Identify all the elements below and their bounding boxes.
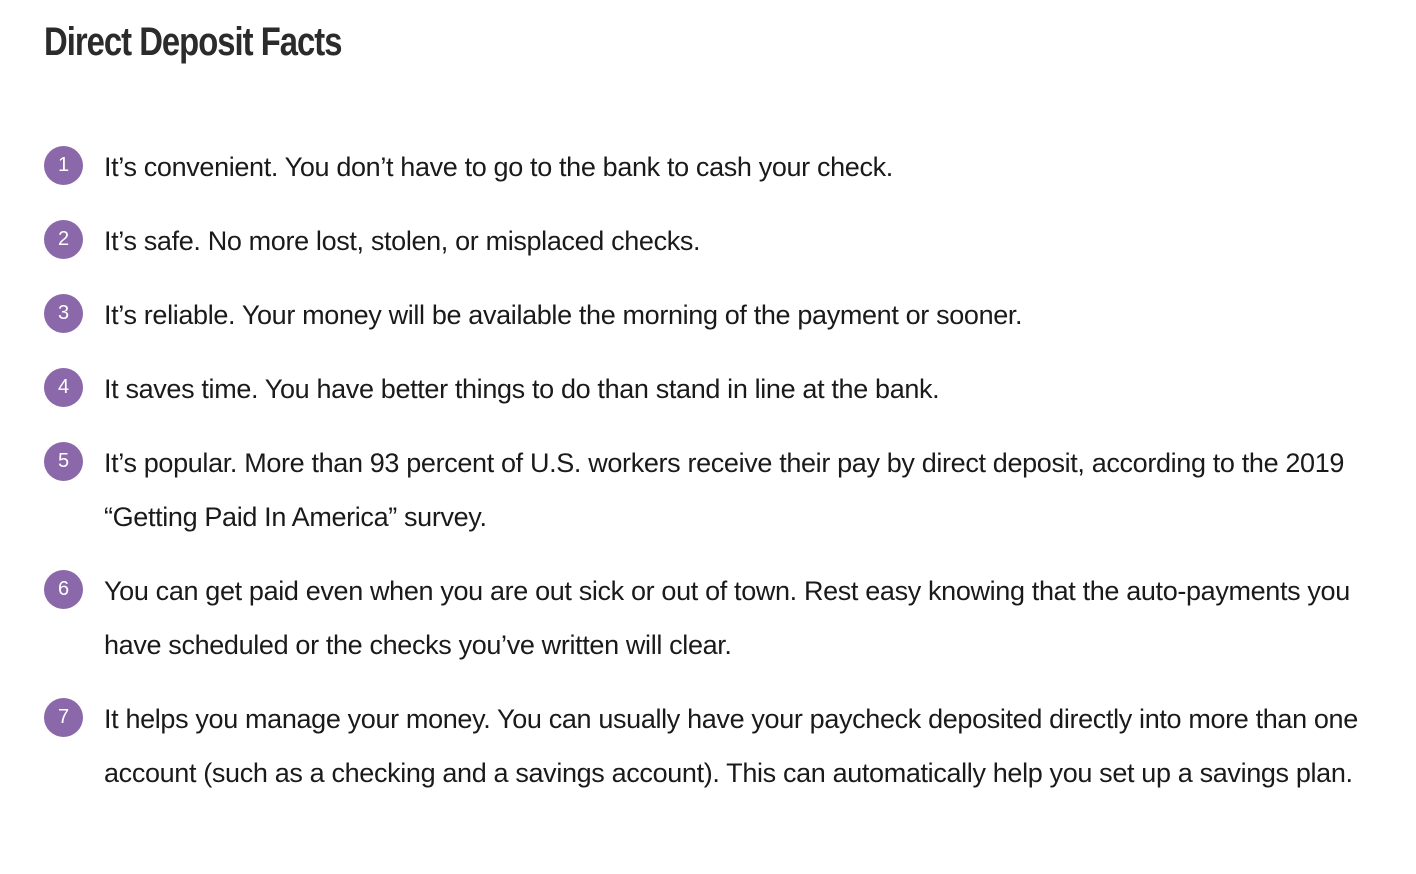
fact-text: It’s reliable. Your money will be available the morning of the payment or sooner. bbox=[104, 300, 1023, 330]
list-item-fact-5 bbox=[44, 436, 1404, 544]
fact-text: It helps you manage your money. You can usually have your paycheck deposited directly into more than one account (such as a checking and a savings account). This can automatically help you set up a savings plan. bbox=[104, 704, 1358, 788]
number-badge: 6 bbox=[44, 570, 83, 609]
fact-text: It’s popular. More than 93 percent of U.S. workers receive their pay by direct deposit, according to the 2019 “Getting Paid In America” survey. bbox=[104, 448, 1345, 532]
list-item-fact-4 bbox=[44, 362, 1404, 416]
facts-list bbox=[44, 140, 1404, 820]
fact-text: It’s safe. No more lost, stolen, or misplaced checks. bbox=[104, 226, 701, 256]
number-badge: 7 bbox=[44, 698, 83, 737]
number-badge: 1 bbox=[44, 146, 83, 185]
number-badge: 2 bbox=[44, 220, 83, 259]
list-item-fact-1 bbox=[44, 140, 1404, 194]
fact-text: It saves time. You have better things to do than stand in line at the bank. bbox=[104, 374, 940, 404]
fact-text: It’s convenient. You don’t have to go to the bank to cash your check. bbox=[104, 152, 893, 182]
list-item-fact-2 bbox=[44, 214, 1404, 268]
fact-text: You can get paid even when you are out sick or out of town. Rest easy knowing that the auto-payments you have scheduled or the checks you’ve written will clear. bbox=[104, 576, 1350, 660]
list-item-fact-3 bbox=[44, 288, 1404, 342]
number-badge: 3 bbox=[44, 294, 83, 333]
number-badge: 4 bbox=[44, 368, 83, 407]
page-title: Direct Deposit Facts bbox=[44, 20, 342, 64]
list-item-fact-6 bbox=[44, 564, 1404, 672]
number-badge: 5 bbox=[44, 442, 83, 481]
list-item-fact-7 bbox=[44, 692, 1404, 800]
